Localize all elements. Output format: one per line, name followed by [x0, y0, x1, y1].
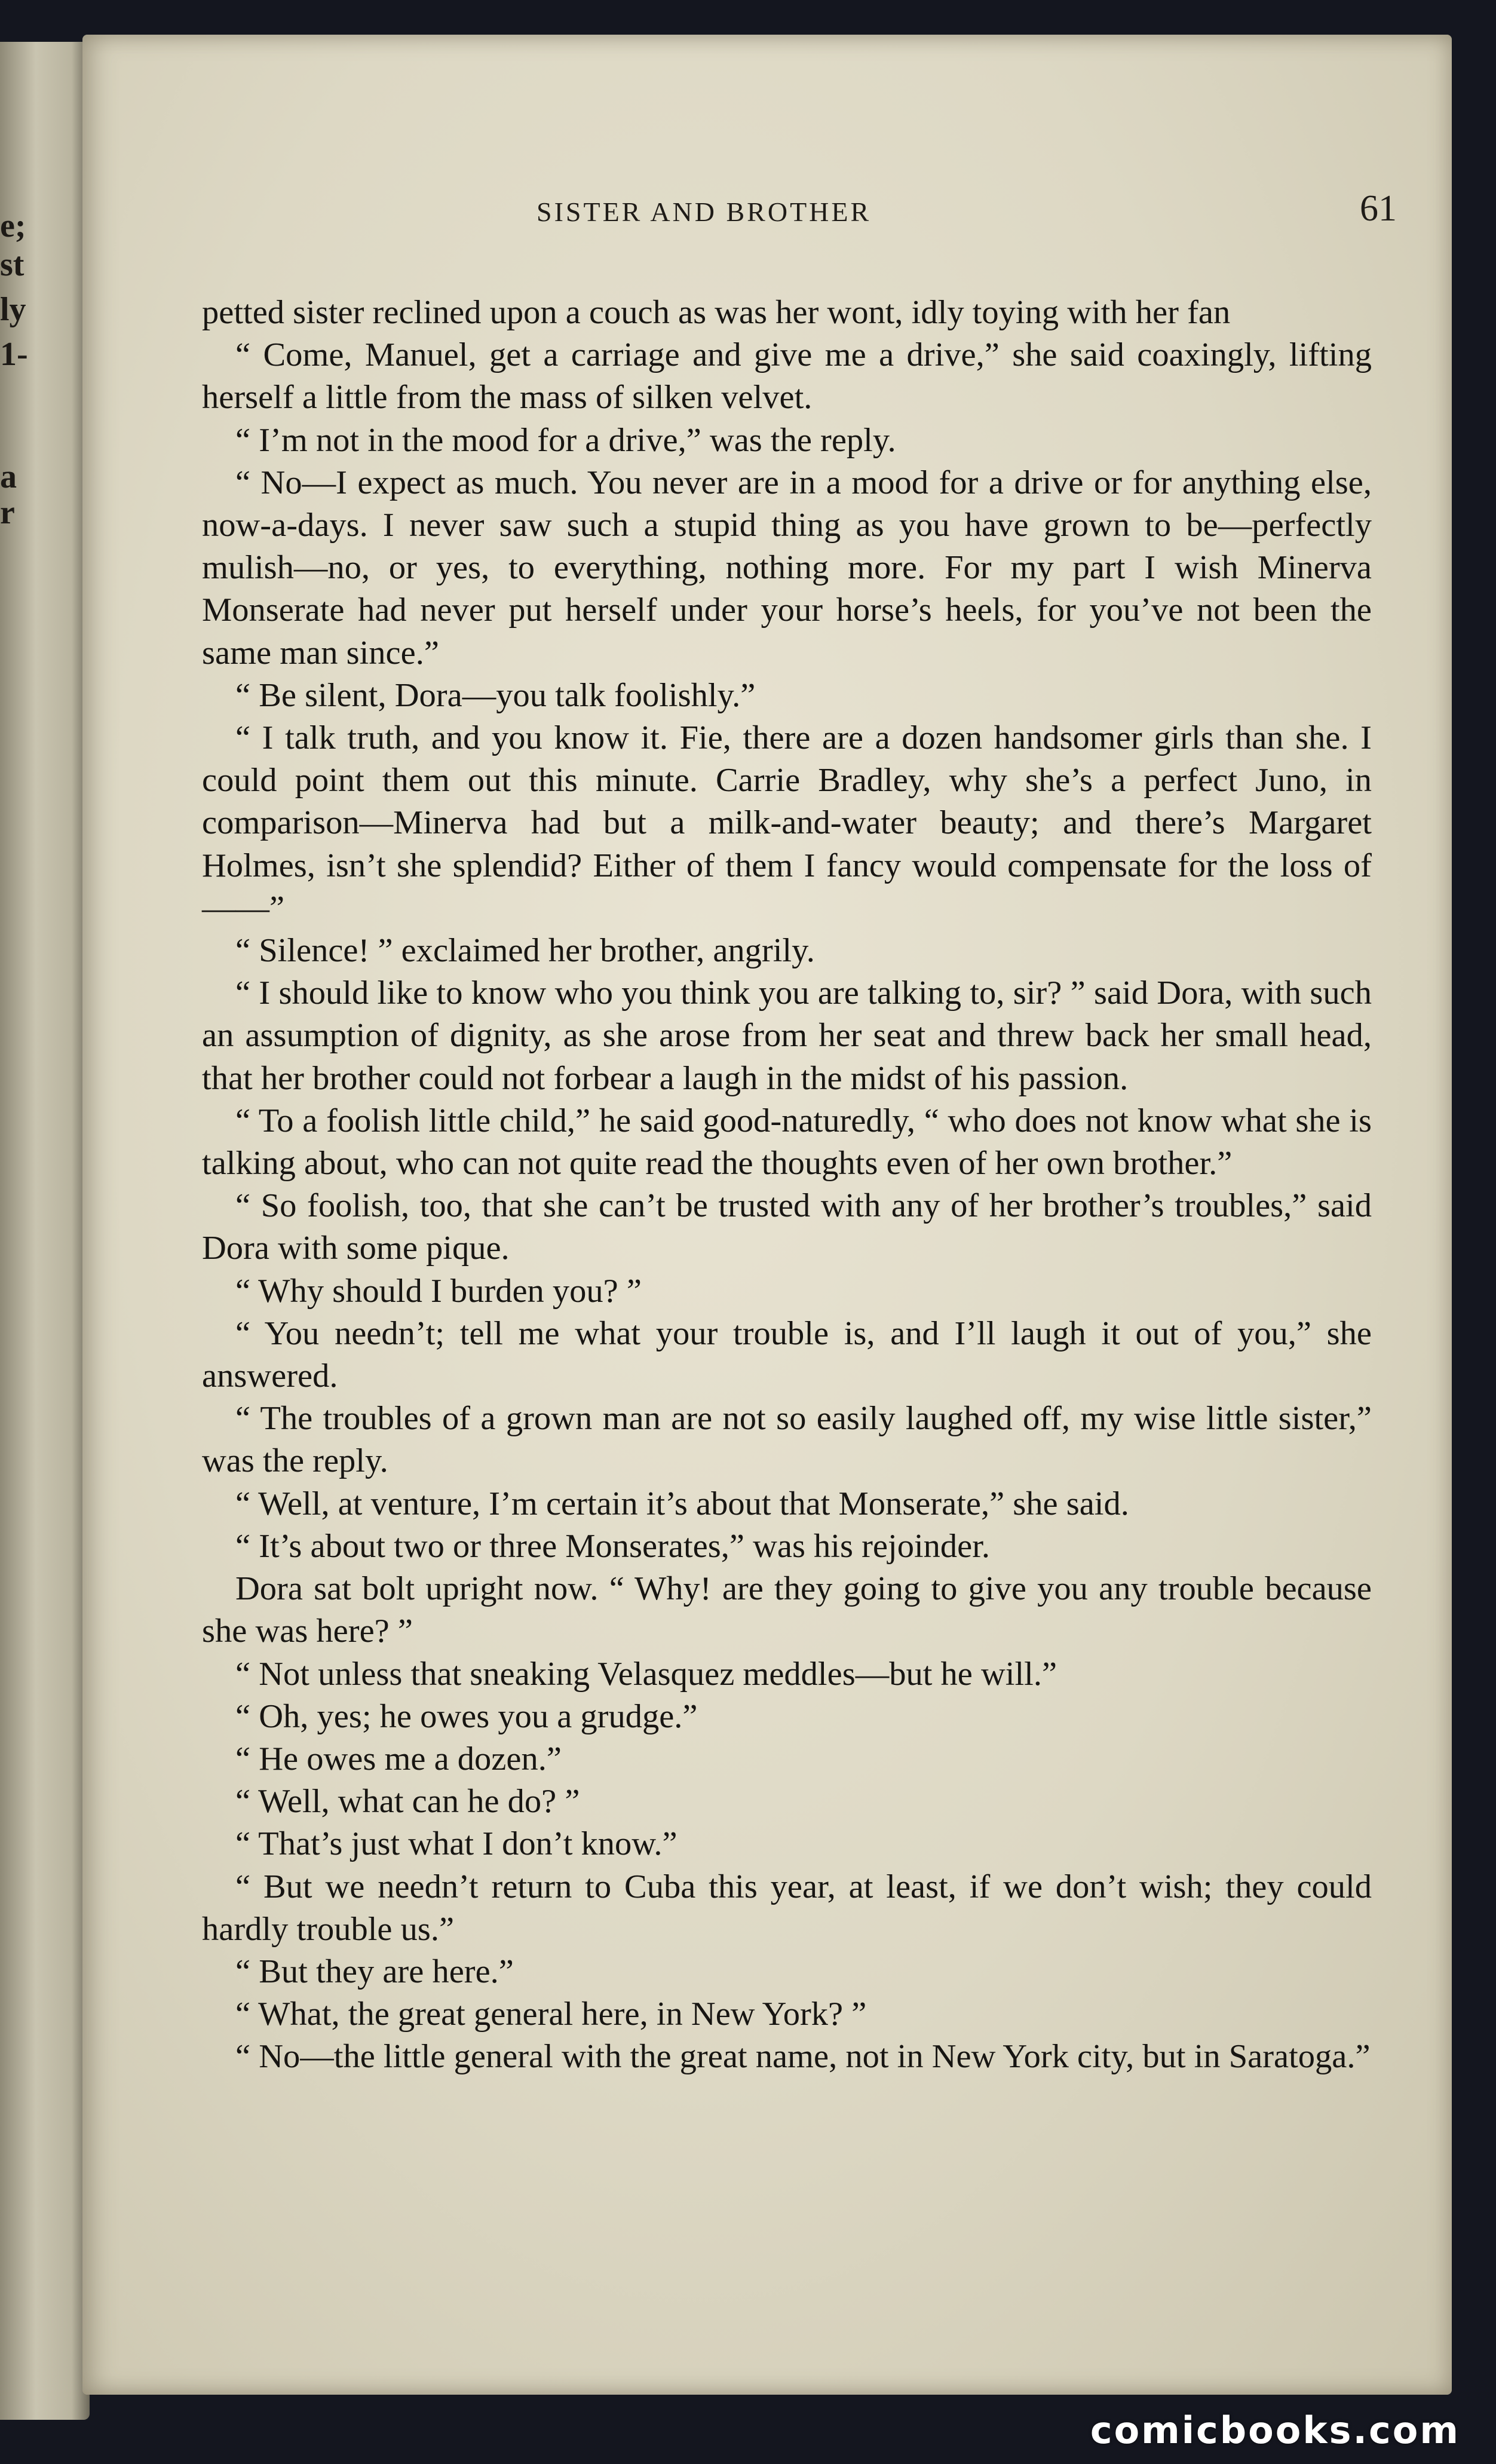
paragraph: “ No—the little general with the great name, not in New York city, but in Saratoga.” [235, 2038, 1371, 2076]
body-text [202, 292, 1372, 2079]
paragraph: “ The troubles of a grown man are not so easily laughed off, my wise little sister,” was the reply. [202, 1400, 1372, 1480]
paragraph: petted sister reclined upon a couch as was her wont, idly toying with her fan [202, 294, 1231, 331]
paragraph: “ Well, at venture, I’m certain it’s about that Monserate,” she said. [235, 1485, 1129, 1522]
paragraph: “ Come, Manuel, get a carriage and give me a drive,” she said coaxingly, lifting herself a little from the mass of silken velvet. [202, 336, 1372, 416]
paragraph: “ No—I expect as much. You never are in a mood for a drive or for anything else, now-a-days. I never saw such a stupid thing as you have grown to be—perfectly mulish—no, or yes, to everything, nothing more. For my part I wish Minerva Monserate had never put herself under your horse’s heels, for you’ve not been the same man since.” [202, 464, 1372, 672]
paragraph: “ You needn’t; tell me what your trouble is, and I’ll laugh it out of you,” she answered. [202, 1314, 1372, 1395]
running-head-title: SISTER AND BROTHER [537, 197, 872, 227]
paragraph: “ Why should I burden you? ” [235, 1272, 642, 1310]
left-page-fragment: 1- [0, 336, 28, 373]
left-page-fragment: e; [0, 207, 26, 244]
left-page-fragment: ly [0, 291, 26, 328]
paragraph: “ I’m not in the mood for a drive,” was the reply. [235, 421, 896, 459]
paragraph: “ Oh, yes; he owes you a grudge.” [235, 1697, 698, 1735]
paragraph: “ Silence! ” exclaimed her brother, angrily. [235, 932, 815, 970]
paragraph: “ I should like to know who you think you are talking to, sir? ” said Dora, with such an assumption of dignity, as she arose from her seat and threw back her small head, that her brother could not forbear a laugh in the midst of his passion. [202, 974, 1372, 1097]
paragraph: “ But they are here.” [235, 1953, 514, 1990]
paragraph: “ So foolish, too, that she can’t be trusted with any of her brother’s troubles,” said Dora with some pique. [202, 1187, 1372, 1267]
paragraph: “ Well, what can he do? ” [235, 1783, 580, 1821]
left-page-fragment: a [0, 458, 17, 495]
left-page-fragment: st [0, 246, 24, 283]
running-head [82, 188, 1397, 232]
page-number: 61 [1360, 188, 1397, 229]
paragraph: “ Not unless that sneaking Velasquez meddles—but he will.” [235, 1655, 1057, 1693]
left-page-edge [0, 42, 90, 2420]
left-page-fragment: r [0, 494, 15, 531]
paragraph: Dora sat bolt upright now. “ Why! are they going to give you any trouble because she was here? ” [202, 1570, 1372, 1650]
paragraph: “ What, the great general here, in New York? ” [235, 1996, 867, 2033]
paragraph: “ Be silent, Dora—you talk foolishly.” [235, 676, 756, 714]
watermark: comicbooks.com [1090, 2408, 1460, 2452]
paragraph: “ To a foolish little child,” he said good-naturedly, “ who does not know what she is talking about, who can not quite read the thoughts even of her own brother.” [202, 1102, 1372, 1182]
book-page [82, 35, 1452, 2395]
paragraph: “ I talk truth, and you know it. Fie, there are a dozen handsomer girls than she. I could point them out this minute. Carrie Bradley, why she’s a perfect Juno, in comparison—Minerva had but a milk-and-water beauty; and there’s Margaret Holmes, isn’t she splendid? Either of them I fancy would compensate for the loss of——” [202, 719, 1372, 927]
paragraph: “ He owes me a dozen.” [235, 1740, 562, 1777]
paragraph: “ That’s just what I don’t know.” [235, 1825, 678, 1863]
paragraph: “ It’s about two or three Monserates,” was his rejoinder. [235, 1527, 991, 1565]
paragraph: “ But we needn’t return to Cuba this year, at least, if we don’t wish; they could hardly trouble us.” [202, 1868, 1372, 1948]
